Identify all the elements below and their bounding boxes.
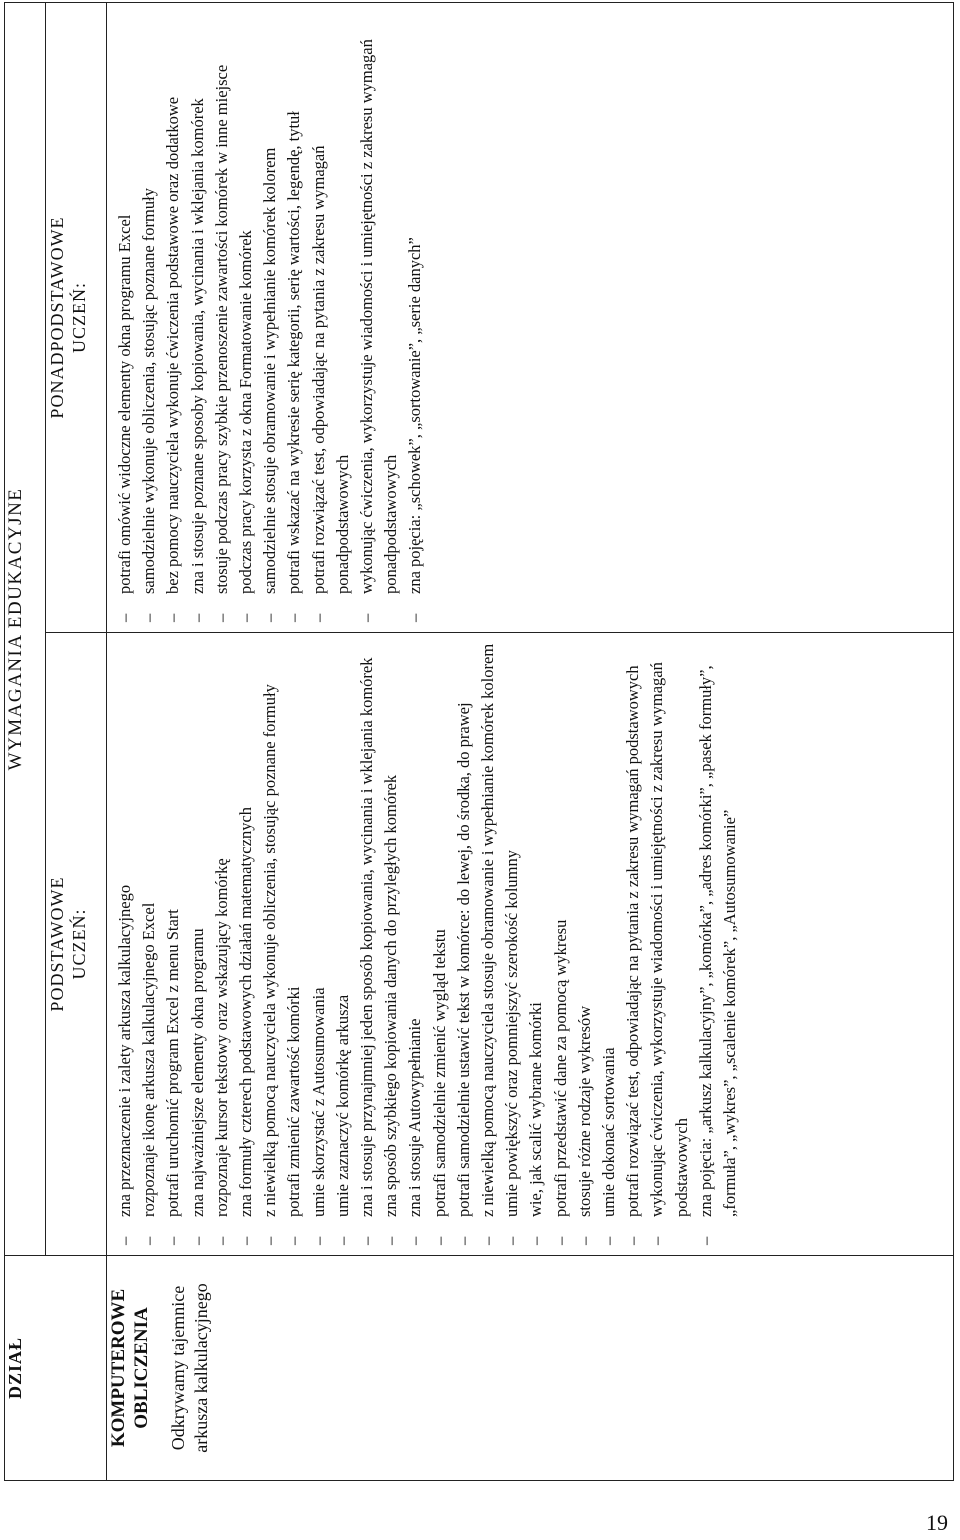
dash-bullet: – xyxy=(357,1236,377,1245)
dash-bullet: – xyxy=(187,613,207,622)
dash-bullet: – xyxy=(308,613,328,622)
dash-bullet: – xyxy=(163,1236,183,1245)
list-item-text: umie skorzystać z Autosumowania xyxy=(308,987,328,1217)
header-row-top xyxy=(5,2,46,1480)
list-item xyxy=(428,637,452,1249)
list-item xyxy=(307,637,331,1249)
list-item-text: potrafi rozwiązać test, odpowiadając na pytania z zakresu wymagań podstawowych xyxy=(623,665,643,1217)
list-item-text: umie zaznaczyć komórkę arkusza xyxy=(332,994,352,1217)
list-item xyxy=(234,7,258,626)
list-item-text: zna pojęcia: „arkusz kalkulacyjny”, „komórka”, „adres komórki”, „pasek formuły”, „formuła”, „wykres”, „scalenie komórek”, „Autosumowanie” xyxy=(695,665,740,1217)
list-item-text: umie powiększyć oraz pomniejszyć szerokość kolumny xyxy=(502,849,522,1217)
list-item-text: potrafi rozwiązać test, odpowiadając na pytania z zakresu wymagań ponadpodstawowych xyxy=(308,145,352,594)
list-item xyxy=(161,637,185,1249)
dash-bullet: – xyxy=(236,613,256,622)
list-item-text: potrafi samodzielnie zmienić wygląd tekstu xyxy=(429,929,449,1217)
list-item-text: rozpoznaje kursor tekstowy oraz wskazujący komórkę xyxy=(211,858,231,1217)
list-item-text: zna sposób szybkiego kopiowania danych do przyległych komórek xyxy=(381,774,401,1217)
list-item xyxy=(645,637,693,1249)
list-item xyxy=(597,637,621,1249)
section-cell xyxy=(107,1256,954,1481)
list-item xyxy=(161,7,185,626)
list-item xyxy=(524,637,548,1249)
dash-bullet: – xyxy=(139,613,159,622)
list-item-text: zna formuły czterech podstawowych działań matematycznych xyxy=(236,806,256,1217)
list-item xyxy=(355,637,379,1249)
list-item xyxy=(549,637,573,1249)
list-item xyxy=(137,7,161,626)
list-item xyxy=(282,7,306,626)
list-item-text: samodzielnie wykonuje obliczenia, stosując poznane formuły xyxy=(139,188,159,594)
list-item-text: potrafi uruchomić program Excel z menu Start xyxy=(163,909,183,1217)
list-item-text: z niewielką pomocą nauczyciela wykonuje obliczenia, stosując poznane formuły xyxy=(260,684,280,1217)
list-item-text: zna najważniejsze elementy okna programu xyxy=(187,928,207,1217)
list-item xyxy=(210,637,234,1249)
list-item-text: potrafi wskazać na wykresie serię kategorii, serię wartości, legendę, tytuł xyxy=(284,111,304,594)
header-podstawowe xyxy=(46,633,107,1256)
header-ponadpodstawowe-title: PONADPODSTAWOWE xyxy=(47,216,67,419)
dash-bullet: – xyxy=(550,1236,570,1245)
list-item-text: potrafi omówić widoczne elementy okna programu Excel xyxy=(115,214,134,594)
header-wymagania xyxy=(5,2,46,1255)
dash-bullet: – xyxy=(211,1236,231,1245)
list-item xyxy=(403,637,427,1249)
header-ponadpodstawowe xyxy=(46,2,107,632)
list-item-text: zna i stosuje Autowypełnianie xyxy=(405,1018,425,1217)
section-subtitle-line1: Odkrywamy tajemnice xyxy=(168,1285,188,1451)
body-row xyxy=(107,2,954,1480)
dash-bullet: – xyxy=(526,1236,546,1245)
list-item xyxy=(258,7,282,626)
list-item-text: zna przeznaczenie i zalety arkusza kalkulacyjnego xyxy=(115,884,134,1217)
list-item xyxy=(307,7,355,626)
ponadpodstawowe-list xyxy=(107,3,428,632)
section-subtitle-line2: arkusza kalkulacyjnego xyxy=(191,1283,211,1453)
list-item-text: wykonując ćwiczenia, wykorzystuje wiadomości i umiejętności z zakresu wymagań podstawowych xyxy=(647,662,691,1217)
list-item xyxy=(694,637,742,1249)
list-item-text: stosuje różne rodzaje wykresów xyxy=(574,1005,594,1217)
header-wymagania-label: WYMAGANIA EDUKACYJNE xyxy=(5,487,26,771)
list-item xyxy=(258,637,282,1249)
list-item xyxy=(186,7,210,626)
dash-bullet: – xyxy=(405,613,425,622)
dash-bullet: – xyxy=(115,613,134,622)
dash-bullet: – xyxy=(163,613,183,622)
dash-bullet: – xyxy=(260,613,280,622)
list-item-text: stosuje podczas pracy szybkie przenoszenie zawartości komórek w inne miejsce xyxy=(211,64,231,594)
list-item-text: podczas pracy korzysta z okna Formatowanie komórek xyxy=(236,230,256,594)
list-item xyxy=(403,7,427,626)
header-podstawowe-uczen: UCZEŃ: xyxy=(69,908,89,980)
list-item xyxy=(621,637,645,1249)
list-item xyxy=(573,637,597,1249)
dash-bullet: – xyxy=(381,1236,401,1245)
dash-bullet: – xyxy=(211,613,231,622)
list-item xyxy=(186,637,210,1249)
dash-bullet: – xyxy=(284,1236,304,1245)
section-subtitle xyxy=(167,1256,213,1480)
rotated-page xyxy=(4,3,954,1481)
header-ponadpodstawowe-uczen: UCZEŃ: xyxy=(69,282,89,353)
list-item xyxy=(452,637,476,1249)
podstawowe-list xyxy=(107,633,742,1255)
list-item-text: wie, jak scalić wybrane komórki xyxy=(526,1002,546,1217)
ponadpodstawowe-cell xyxy=(107,2,954,632)
list-item xyxy=(234,637,258,1249)
header-dzial xyxy=(5,1256,107,1481)
list-item-text: potrafi samodzielnie ustawić tekst w komórce: do lewej, do środka, do prawej xyxy=(453,702,473,1217)
list-item xyxy=(379,637,403,1249)
list-item xyxy=(355,7,403,626)
list-item-text: z niewielką pomocą nauczyciela stosuje obramowanie i wypełnianie komórek kolorem xyxy=(478,643,498,1217)
section-title-line1: KOMPUTEROWE xyxy=(108,1288,129,1448)
list-item xyxy=(210,7,234,626)
dash-bullet: – xyxy=(429,1236,449,1245)
list-item xyxy=(500,637,524,1249)
header-dzial-label: DZIAŁ xyxy=(5,1337,25,1400)
dash-bullet: – xyxy=(357,613,377,622)
dash-bullet: – xyxy=(236,1236,256,1245)
dash-bullet: – xyxy=(139,1236,159,1245)
dash-bullet: – xyxy=(115,1236,134,1245)
header-podstawowe-title: PODSTAWOWE xyxy=(47,876,67,1012)
dash-bullet: – xyxy=(647,1236,667,1245)
dash-bullet: – xyxy=(574,1236,594,1245)
list-item xyxy=(331,637,355,1249)
list-item-text: zna i stosuje przynajmniej jeden sposób kopiowania, wycinania i wklejania komórek xyxy=(357,657,377,1217)
list-item-text: bez pomocy nauczyciela wykonuje ćwiczenia podstawowe oraz dodatkowe xyxy=(163,96,183,594)
dash-bullet: – xyxy=(187,1236,207,1245)
dash-bullet: – xyxy=(260,1236,280,1245)
dash-bullet: – xyxy=(284,613,304,622)
dash-bullet: – xyxy=(502,1236,522,1245)
list-item xyxy=(476,637,500,1249)
list-item-text: potrafi przedstawić dane za pomocą wykresu xyxy=(550,919,570,1217)
list-item-text: potrafi zmienić zawartość komórki xyxy=(284,986,304,1217)
list-item xyxy=(113,7,137,626)
dash-bullet: – xyxy=(332,1236,352,1245)
section-title-line2: OBLICZENIA xyxy=(131,1307,152,1429)
list-item xyxy=(113,637,137,1249)
page-number: 19 xyxy=(926,1510,948,1535)
dash-bullet: – xyxy=(308,1236,328,1245)
list-item-text: zna pojęcia: „schowek”, „sortowanie”, „serie danych” xyxy=(405,237,425,594)
requirements-table xyxy=(4,2,954,1481)
podstawowe-cell xyxy=(107,633,954,1256)
list-item-text: wykonując ćwiczenia, wykorzystuje wiadomości i umiejętności z zakresu wymagań ponadpodstawowych xyxy=(357,39,401,594)
dash-bullet: – xyxy=(478,1236,498,1245)
list-item xyxy=(282,637,306,1249)
dash-bullet: – xyxy=(405,1236,425,1245)
dash-bullet: – xyxy=(623,1236,643,1245)
section-title xyxy=(107,1256,153,1480)
list-item-text: samodzielnie stosuje obramowanie i wypełnianie komórek kolorem xyxy=(260,147,280,594)
dash-bullet: – xyxy=(695,1236,715,1245)
list-item xyxy=(137,637,161,1249)
list-item-text: umie dokonać sortowania xyxy=(599,1047,619,1217)
list-item-text: rozpoznaje ikonę arkusza kalkulacyjnego Excel xyxy=(139,902,159,1217)
list-item-text: zna i stosuje poznane sposoby kopiowania, wycinania i wklejania komórek xyxy=(187,98,207,594)
dash-bullet: – xyxy=(453,1236,473,1245)
dash-bullet: – xyxy=(599,1236,619,1245)
